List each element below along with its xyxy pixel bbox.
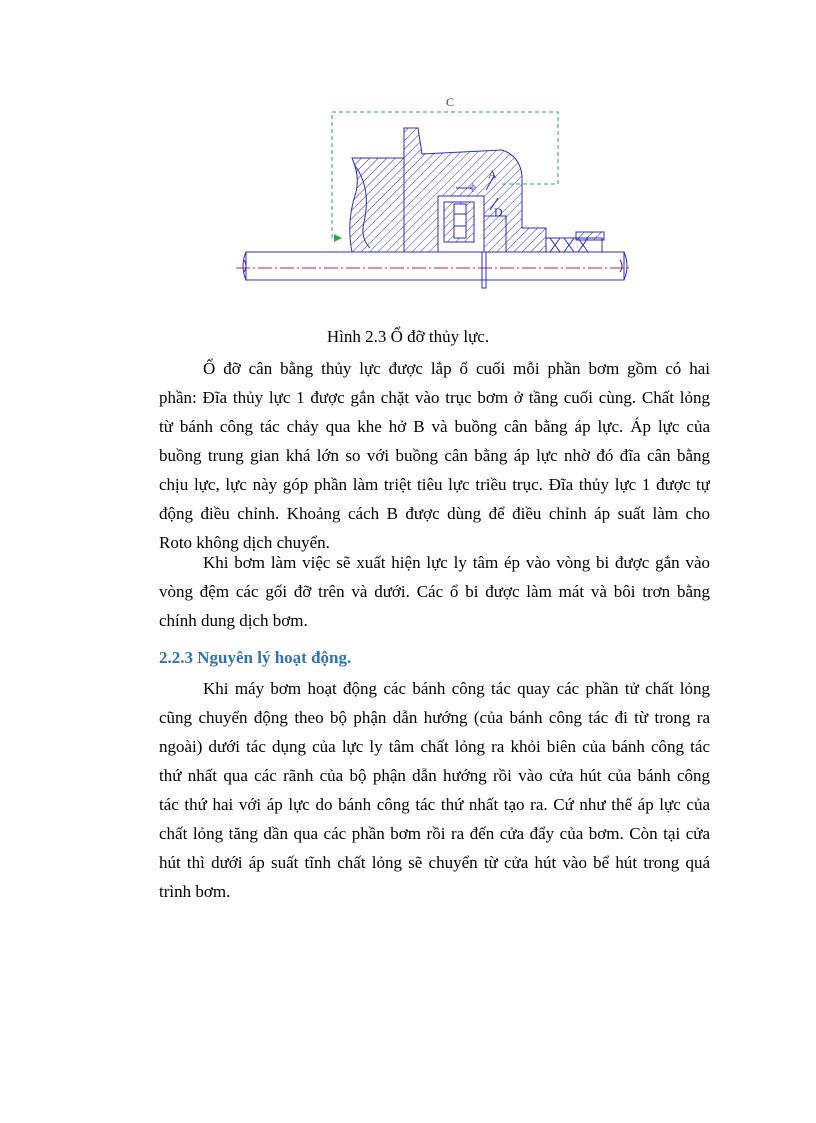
paragraph-line: phần: Đĩa thủy lực 1 được gắn chặt vào trục bơm ở tầng cuối cùng. Chất lỏng (159, 388, 710, 407)
paragraph-line: cũng chuyển động theo bộ phận dẫn hướng (của bánh công tác đi từ trong ra (159, 708, 710, 727)
paragraph-line: chịu lực, lực này góp phần làm triệt tiêu lực triều trục. Đĩa thủy lực 1 được tự (159, 475, 710, 494)
figure-caption: Hình 2.3 Ổ đỡ thủy lực. (326, 327, 490, 346)
paragraph-line: tác thứ hai với áp lực do bánh công tác thứ nhất tạo ra. Cứ như thế áp lực của (159, 795, 710, 814)
paragraph-2 (159, 548, 710, 635)
paragraph-line: Khi máy bơm hoạt động các bánh công tác quay các phần tử chất lỏng (203, 679, 710, 698)
label-c: C (446, 95, 455, 109)
label-phi: ф (470, 182, 476, 192)
paragraph-line: buồng trung gian khá lớn so với buồng cân bằng áp lực nhờ đó đĩa cân bằng (159, 446, 710, 465)
paragraph-line: thứ nhất qua các rãnh của bộ phận dẫn hướng rồi vào cửa hút của bánh công (159, 766, 710, 785)
paragraph-line: động điều chỉnh. Khoảng cách B được dùng để điều chỉnh áp suất làm cho (159, 504, 710, 523)
paragraph-3 (159, 674, 710, 906)
paragraph-line: Khi bơm làm việc sẽ xuất hiện lực ly tâm ép vào vòng bi được gắn vào (203, 553, 710, 572)
paragraph-line: từ bánh công tác chảy qua khe hở B và buồng cân bằng áp lực. Áp lực của (159, 417, 710, 436)
bearing-figure (232, 92, 632, 292)
hydraulic-bearing-drawing (232, 92, 632, 292)
paragraph-line: Roto không dịch chuyển. (159, 533, 330, 552)
impeller (350, 158, 404, 252)
paragraph-line: chất lỏng tăng dần qua các phần bơm rồi ra đến cửa đẩy của bơm. Còn tại cửa (159, 824, 710, 843)
label-d: D (494, 205, 503, 219)
section-heading: 2.2.3 Nguyên lý hoạt động. (159, 648, 352, 667)
paragraph-1 (159, 354, 710, 557)
paragraph-line: hút thì dưới áp suất tĩnh chất lỏng sẽ chuyển từ cửa hút vào bể hút trong quá (159, 853, 710, 872)
paragraph-line: vòng đệm các gối đỡ trên và dưới. Các ổ bi được làm mát và bôi trơn bằng (159, 582, 710, 601)
paragraph-line: ngoài) dưới tác dụng của lực ly tâm chất lỏng ra khỏi biên của bánh công tác (159, 737, 710, 756)
paragraph-line: trình bơm. (159, 882, 231, 901)
label-a: A (488, 167, 497, 181)
paragraph-line: Ổ đỡ cân bằng thủy lực được lắp ổ cuối mỗi phần bơm gồm có hai (203, 359, 710, 378)
shaft (246, 252, 624, 280)
paragraph-line: chính dung dịch bơm. (159, 611, 308, 630)
